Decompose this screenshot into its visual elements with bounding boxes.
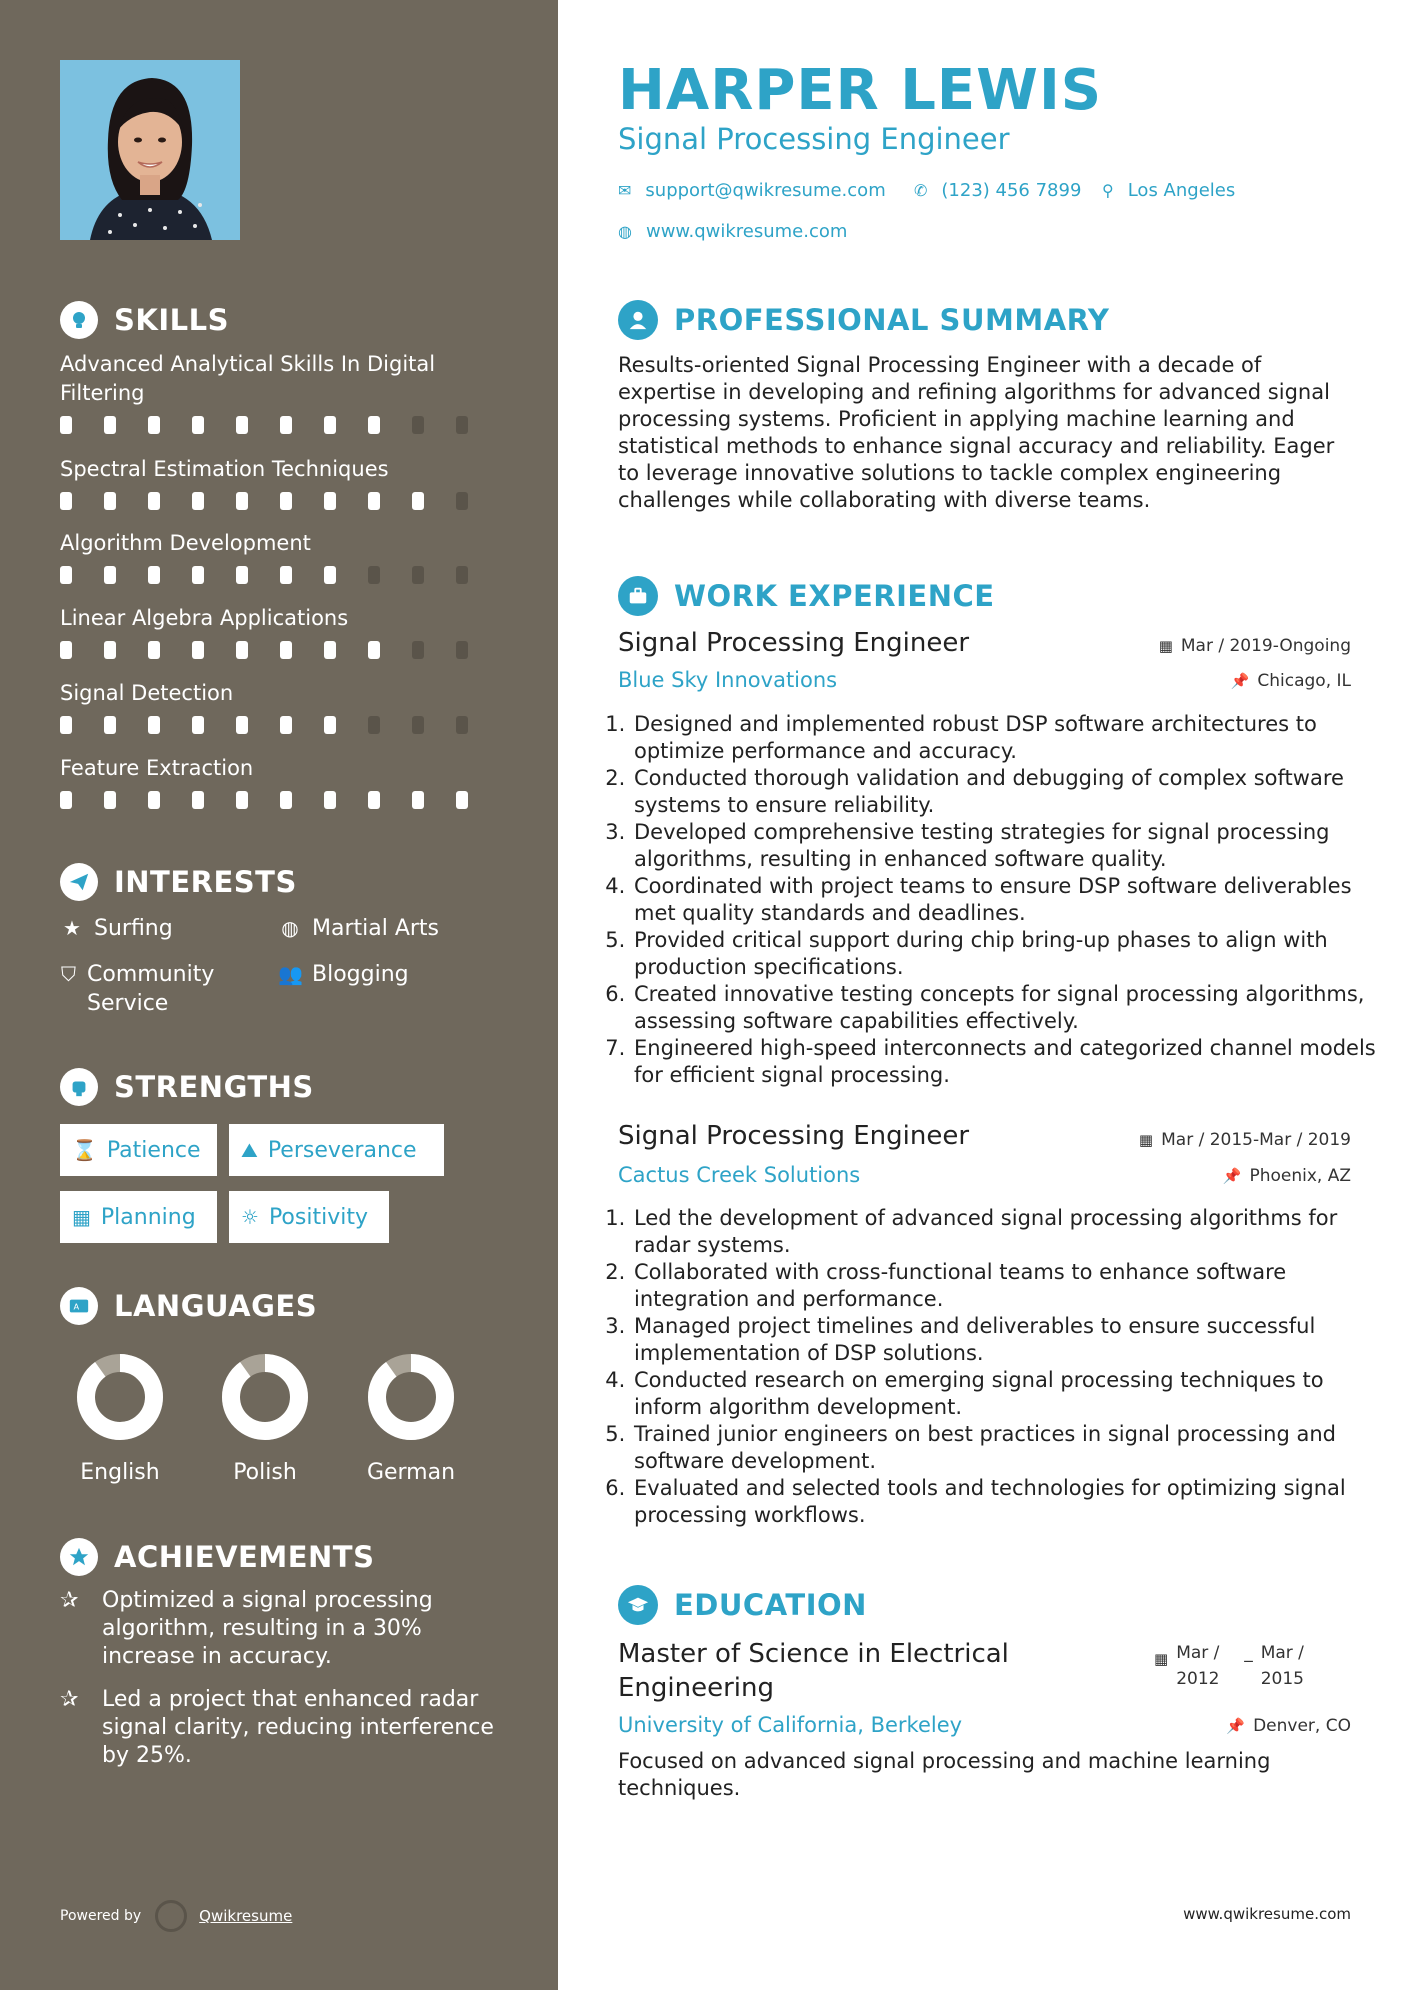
strength-tag [229,1191,389,1243]
skill-dot-filled [236,716,248,734]
skill-item [60,679,500,734]
user-icon [618,300,658,340]
skill-dot-empty [412,641,424,659]
svg-text:A: A [73,1301,80,1312]
skill-dot-empty [368,716,380,734]
skill-dot-filled [324,791,336,809]
skill-item [60,455,500,510]
responsibility-item: 2. Collaborated with cross-functional teams to enhance software integration and performance. [632,1259,1392,1313]
star-badge-icon [60,1538,98,1576]
skill-dot-filled [236,492,248,510]
interest-item [278,914,439,943]
achievement-item [60,1686,500,1770]
experience-title: WORK EXPERIENCE [674,579,995,613]
languages-title: LANGUAGES [114,1289,318,1323]
languages-heading [60,1287,317,1325]
language-item [55,1352,185,1485]
education-title: EDUCATION [674,1588,867,1622]
summary-text: Results-oriented Signal Processing Engineer with a decade of expertise in developing and refining algorithms for advanced signal processing systems. Proficient in applying machine learning and statistical methods to enhance signal accuracy and reliability. Eager to leverage innovative solutions to tackle complex engineering challenges while collaborating with diverse teams. [618,353,1335,512]
language-ring [75,1352,165,1442]
skill-dot-filled [280,716,292,734]
paper-plane-icon [60,863,98,901]
interest-item [60,914,173,943]
briefcase-icon [618,576,658,616]
skill-rating [60,492,500,510]
education-start: Mar / 2012 [1176,1643,1220,1689]
skill-dot-filled [324,566,336,584]
strength-tag [60,1124,217,1176]
skill-dot-filled [192,416,204,434]
phone-icon: ✆ [914,181,928,200]
skill-dot-filled [236,641,248,659]
globe-icon: ◍ [618,222,632,241]
skill-name: Algorithm Development [60,531,311,555]
education-dates [1154,1640,1321,1692]
language-ring-fill [231,1363,299,1431]
skill-dot-filled [60,416,72,434]
job-title: Signal Processing Engineer [618,628,970,658]
job-responsibilities [610,711,1392,1089]
responsibility-item: 3. Managed project timelines and deliverables to ensure successful implementation of DSP solutions. [632,1313,1392,1367]
job-dates [1159,636,1351,656]
skill-dot-empty [368,566,380,584]
website-text[interactable]: www.qwikresume.com [645,221,848,242]
responsibility-item: 6. Created innovative testing concepts for signal processing algorithms, assessing software capabilities effectively. [632,981,1392,1035]
responsibility-item: 5. Trained junior engineers on best practices in signal processing and software development. [632,1421,1392,1475]
interest-item [278,960,409,989]
interests-title: INTERESTS [114,865,297,899]
skill-dot-filled [148,566,160,584]
education-end: Mar / 2015 [1260,1643,1304,1689]
star-burst-icon: ✰ [60,1588,79,1613]
summary-heading [618,300,1109,340]
skill-name: Spectral Estimation Techniques [60,457,389,481]
skill-dot-filled [148,492,160,510]
skill-dot-filled [104,566,116,584]
skill-name: Feature Extraction [60,756,254,780]
strength-label: Perseverance [267,1137,417,1163]
skill-dot-filled [412,791,424,809]
strength-label: Positivity [268,1204,368,1230]
sidebar [0,0,558,1990]
interest-label: Surfing [94,916,173,941]
star-burst-icon: ✰ [60,1687,79,1712]
education-location-text: Denver, CO [1253,1716,1351,1736]
contact-location [1102,180,1235,201]
summary-title: PROFESSIONAL SUMMARY [674,303,1110,337]
job-location [1231,671,1351,691]
skill-dot-filled [368,416,380,434]
degree-title: Master of Science in Electrical Engineering [618,1639,1009,1703]
responsibility-item: 2. Conducted thorough validation and debugging of complex software systems to ensure reliability. [632,765,1392,819]
education-heading [618,1585,867,1625]
language-ring [366,1352,456,1442]
skill-dot-filled [192,641,204,659]
skill-dot-filled [280,492,292,510]
language-item [346,1352,476,1485]
responsibility-item: 3. Developed comprehensive testing strategies for signal processing algorithms, resulting in enhanced software quality. [632,819,1392,873]
skill-dot-filled [280,641,292,659]
interests-heading [60,863,297,901]
skill-dot-filled [324,641,336,659]
skill-dot-empty [412,566,424,584]
language-ring [220,1352,310,1442]
skill-dot-filled [60,641,72,659]
interest-label: Community Service [87,962,215,1016]
skill-name: Signal Detection [60,681,234,705]
skill-dot-filled [368,641,380,659]
experience-heading [618,576,995,616]
powered-by-label: Powered by [60,1908,142,1924]
skill-dot-filled [368,791,380,809]
contact-phone[interactable] [914,180,1081,201]
responsibility-item: 1. Led the development of advanced signal processing algorithms for radar systems. [632,1205,1392,1259]
skill-item [60,754,500,809]
skill-dot-empty [412,416,424,434]
interest-label: Blogging [312,962,409,987]
skills-title: SKILLS [114,303,229,337]
strength-label: Planning [100,1204,196,1230]
skill-item [60,604,500,659]
language-name: Polish [233,1460,297,1485]
graduation-icon [618,1585,658,1625]
lightbulb-icon [60,301,98,339]
skill-dot-filled [456,791,468,809]
job-dates-text: Mar / 2015-Mar / 2019 [1161,1130,1351,1150]
footer-url[interactable]: www.qwikresume.com [1183,1905,1351,1923]
responsibility-item: 4. Conducted research on emerging signal processing techniques to inform algorithm development. [632,1367,1392,1421]
job-company: Blue Sky Innovations [618,668,838,692]
skill-dot-empty [456,492,468,510]
interest-item [60,960,240,1018]
person-name: HARPER LEWIS [618,58,1103,123]
skill-dot-filled [60,716,72,734]
skill-dot-filled [236,566,248,584]
skill-dot-filled [192,716,204,734]
school-name: University of California, Berkeley [618,1713,963,1737]
skill-dot-filled [60,492,72,510]
fist-icon [60,1068,98,1106]
profile-photo [60,60,240,240]
email-text[interactable]: support@qwikresume.com [645,180,886,201]
skill-dot-empty [412,716,424,734]
skill-rating [60,641,500,659]
responsibility-item: 7. Engineered high-speed interconnects and categorized channel models for efficient signal processing. [632,1035,1392,1089]
skill-dot-filled [192,566,204,584]
contact-email[interactable] [618,180,886,201]
skill-rating [60,566,500,584]
strengths-title: STRENGTHS [114,1070,314,1104]
strengths-heading [60,1068,314,1106]
skills-heading [60,301,229,339]
skill-rating [60,416,500,434]
skill-dot-filled [280,791,292,809]
language-item [200,1352,330,1485]
skill-dot-filled [104,416,116,434]
job-location-text: Phoenix, AZ [1249,1166,1351,1186]
skill-dot-filled [148,791,160,809]
contact-website[interactable] [618,221,847,242]
achievements-title: ACHIEVEMENTS [114,1540,375,1574]
skill-item [60,350,500,434]
skill-dot-filled [60,791,72,809]
calendar-icon: ▦ [1154,1650,1169,1668]
skill-dot-filled [280,416,292,434]
road-icon: ⛰ [241,1138,258,1162]
language-name: German [366,1460,456,1485]
calendar-icon: ▦ [1158,637,1173,655]
job-dates-text: Mar / 2019-Ongoing [1180,636,1351,656]
skill-dot-empty [456,566,468,584]
strength-label: Patience [106,1137,201,1163]
achievement-text: Led a project that enhanced radar signal clarity, reducing interference by 25%. [102,1687,494,1768]
skill-dot-filled [148,416,160,434]
job-location [1223,1166,1351,1186]
skill-rating [60,716,500,734]
achievement-item [60,1587,500,1671]
skill-dot-filled [104,492,116,510]
job-company: Cactus Creek Solutions [618,1163,861,1187]
job-title: Signal Processing Engineer [618,1121,970,1151]
language-ring-fill [86,1363,154,1431]
portrait-image [60,60,240,240]
skill-dot-empty [456,641,468,659]
map-marker-icon: ⚲ [1102,181,1114,200]
skill-dot-filled [324,416,336,434]
language-icon [60,1287,98,1325]
achievement-text: Optimized a signal processing algorithm, resulting in a 30% increase in accuracy. [102,1588,433,1669]
achievements-heading [60,1538,374,1576]
qwikresume-logo-icon [155,1900,187,1932]
language-name: English [80,1460,160,1485]
calendar-icon: ▦ [1138,1131,1154,1149]
pin-icon: 📌 [1230,672,1250,690]
skill-dot-filled [148,716,160,734]
phone-text[interactable]: (123) 456 7899 [941,180,1082,201]
language-ring-fill [377,1363,445,1431]
skill-dot-filled [104,716,116,734]
responsibility-item: 5. Provided critical support during chip bring-up phases to align with production specifications. [632,927,1392,981]
envelope-icon: ✉ [618,181,632,200]
skill-dot-filled [192,492,204,510]
skill-name: Advanced Analytical Skills In Digital Filtering [60,352,436,405]
star-icon: ★ [63,916,81,940]
strength-tag [229,1124,444,1176]
skill-name: Linear Algebra Applications [60,606,349,630]
job-responsibilities [610,1205,1392,1529]
skill-dot-filled [368,492,380,510]
person-role: Signal Processing Engineer [618,122,1010,156]
pin-icon: 📌 [1222,1167,1242,1185]
skill-item [60,529,500,584]
skill-dot-filled [412,492,424,510]
skill-dot-empty [456,716,468,734]
education-description: Focused on advanced signal processing and machine learning techniques. [618,1749,1271,1800]
skill-dot-filled [236,416,248,434]
location-text: Los Angeles [1127,180,1236,201]
powered-by [60,1900,292,1932]
skill-dot-filled [104,641,116,659]
shield-icon: ⛉ [61,962,77,986]
education-location [1226,1716,1351,1736]
skill-dot-filled [236,791,248,809]
sun-icon: ☼ [241,1205,259,1229]
skill-dot-filled [192,791,204,809]
skill-dot-filled [324,716,336,734]
calendar-icon: ▦ [72,1205,91,1229]
skill-dot-filled [280,566,292,584]
skill-dot-filled [104,791,116,809]
skill-dot-filled [324,492,336,510]
globe-icon: ◍ [281,916,299,940]
job-location-text: Chicago, IL [1257,671,1351,691]
main-content [558,0,1407,1990]
skill-rating [60,791,500,809]
hourglass-icon: ⌛ [72,1138,97,1162]
responsibility-item: 6. Evaluated and selected tools and technologies for optimizing signal processing workflows. [632,1475,1392,1529]
users-icon: 👥 [278,962,303,986]
date-separator: _ [1244,1643,1253,1663]
qwikresume-link[interactable]: Qwikresume [199,1907,293,1925]
responsibility-item: 4. Coordinated with project teams to ensure DSP software deliverables met quality standards and deadlines. [632,873,1392,927]
skill-dot-filled [148,641,160,659]
interest-label: Martial Arts [312,916,440,941]
responsibility-item: 1. Designed and implemented robust DSP software architectures to optimize performance and accuracy. [632,711,1392,765]
job-dates [1139,1130,1351,1150]
strength-tag [60,1191,217,1243]
pin-icon: 📌 [1226,1717,1246,1735]
skill-dot-filled [60,566,72,584]
skill-dot-empty [456,416,468,434]
